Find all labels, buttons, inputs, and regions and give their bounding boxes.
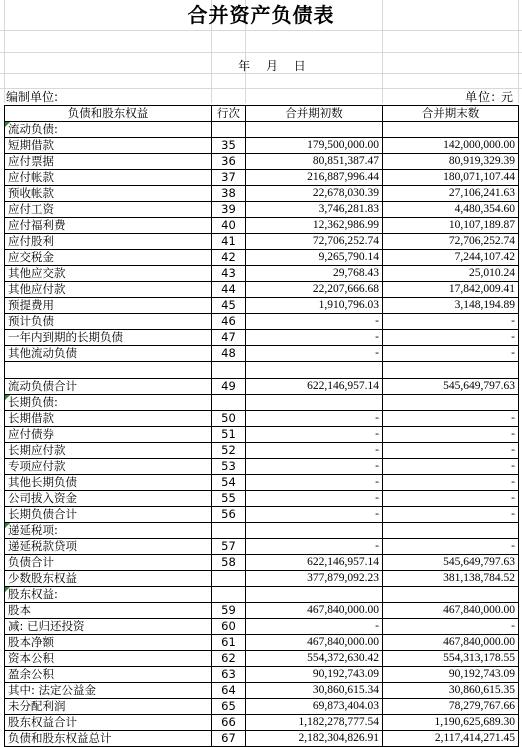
table-body xyxy=(5,122,519,747)
row-line-no[interactable]: 63 xyxy=(212,667,246,683)
gridline xyxy=(0,30,522,31)
row-line-no[interactable]: 41 xyxy=(212,234,246,250)
table-row xyxy=(5,683,519,699)
row-end-balance[interactable] xyxy=(383,395,519,411)
row-label[interactable]: 公司拔入资金 xyxy=(5,491,212,507)
row-line-no[interactable]: 48 xyxy=(212,346,246,362)
row-line-no[interactable]: 54 xyxy=(212,475,246,491)
row-end-balance[interactable]: 78,279,767.66 xyxy=(383,699,519,715)
row-begin-balance[interactable]: - xyxy=(246,459,383,475)
row-end-balance[interactable]: 381,138,784.52 xyxy=(383,571,519,587)
row-end-balance[interactable]: - xyxy=(383,443,519,459)
table-row xyxy=(5,202,519,218)
row-line-no[interactable]: 50 xyxy=(212,411,246,427)
table-row xyxy=(5,266,519,282)
row-line-no[interactable]: 46 xyxy=(212,314,246,330)
row-end-balance[interactable] xyxy=(383,523,519,539)
row-begin-balance[interactable]: 554,372,630.42 xyxy=(246,651,383,667)
table-row xyxy=(5,635,519,651)
row-begin-balance[interactable]: 12,362,986.99 xyxy=(246,218,383,234)
row-label[interactable]: 资本公积 xyxy=(5,651,212,667)
row-label[interactable]: 短期借款 xyxy=(5,138,212,154)
table-row xyxy=(5,715,519,731)
row-label[interactable]: 长期借款 xyxy=(5,411,212,427)
row-line-no[interactable] xyxy=(212,587,246,603)
row-line-no[interactable] xyxy=(212,571,246,587)
row-line-no[interactable]: 60 xyxy=(212,619,246,635)
row-end-balance[interactable]: 4,480,354.60 xyxy=(383,202,519,218)
row-line-no[interactable]: 38 xyxy=(212,186,246,202)
table-row xyxy=(5,459,519,475)
row-label[interactable]: 应付福利费 xyxy=(5,218,212,234)
row-label[interactable]: 股东权益合计 xyxy=(5,715,212,731)
table-row xyxy=(5,330,519,346)
row-line-no[interactable]: 66 xyxy=(212,715,246,731)
table-row xyxy=(5,555,519,571)
table-row xyxy=(5,699,519,715)
row-begin-balance[interactable]: - xyxy=(246,475,383,491)
row-end-balance[interactable]: 142,000,000.00 xyxy=(383,138,519,154)
table-row xyxy=(5,651,519,667)
header-item[interactable]: 负债和股东权益 xyxy=(5,106,212,122)
row-end-balance[interactable]: - xyxy=(383,491,519,507)
row-label[interactable]: 股东权益: xyxy=(5,587,212,603)
row-begin-balance[interactable] xyxy=(246,523,383,539)
table-row xyxy=(5,379,519,395)
report-date: 年 月 日 xyxy=(238,59,312,73)
row-begin-balance[interactable]: 216,887,996.44 xyxy=(246,170,383,186)
row-end-balance[interactable]: 180,071,107.44 xyxy=(383,170,519,186)
row-end-balance[interactable]: 545,649,797.63 xyxy=(383,555,519,571)
row-label[interactable]: 递延税项: xyxy=(5,523,212,539)
row-label[interactable]: 股本净额 xyxy=(5,635,212,651)
row-line-no[interactable]: 58 xyxy=(212,555,246,571)
row-line-no[interactable] xyxy=(212,362,246,379)
row-end-balance[interactable]: - xyxy=(383,619,519,635)
gridline xyxy=(0,52,522,53)
table-row xyxy=(5,282,519,298)
row-begin-balance[interactable]: - xyxy=(246,619,383,635)
row-label[interactable]: 其他长期负债 xyxy=(5,475,212,491)
row-end-balance[interactable]: 10,107,189.87 xyxy=(383,218,519,234)
table-row xyxy=(5,667,519,683)
table-row xyxy=(5,475,519,491)
table-row xyxy=(5,443,519,459)
row-label[interactable]: 应付股利 xyxy=(5,234,212,250)
row-begin-balance[interactable]: 29,768.43 xyxy=(246,266,383,282)
row-end-balance[interactable]: 30,860,615.35 xyxy=(383,683,519,699)
row-label[interactable]: 负债和股东权益总计 xyxy=(5,731,212,747)
row-line-no[interactable]: 55 xyxy=(212,491,246,507)
row-begin-balance[interactable]: - xyxy=(246,411,383,427)
row-line-no[interactable]: 53 xyxy=(212,459,246,475)
row-end-balance[interactable]: 545,649,797.63 xyxy=(383,379,519,395)
table-row xyxy=(5,731,519,747)
row-line-no[interactable]: 52 xyxy=(212,443,246,459)
row-label[interactable]: 一年内到期的长期负债 xyxy=(5,330,212,346)
row-label[interactable]: 未分配利润 xyxy=(5,699,212,715)
row-label[interactable]: 长期应付款 xyxy=(5,443,212,459)
table-row xyxy=(5,362,519,379)
header-line-no[interactable]: 行次 xyxy=(212,106,246,122)
row-line-no[interactable]: 44 xyxy=(212,282,246,298)
row-label[interactable]: 预提费用 xyxy=(5,298,212,314)
row-begin-balance[interactable] xyxy=(246,122,383,138)
row-label[interactable]: 其他流动负债 xyxy=(5,346,212,362)
row-begin-balance[interactable]: 622,146,957.14 xyxy=(246,379,383,395)
row-end-balance[interactable]: 3,148,194.89 xyxy=(383,298,519,314)
header-begin-balance[interactable]: 合并期初数 xyxy=(246,106,383,122)
compiling-unit-label: 编制单位: xyxy=(6,90,59,104)
row-label[interactable]: 专项应付款 xyxy=(5,459,212,475)
balance-sheet-table xyxy=(4,105,519,747)
row-line-no[interactable]: 62 xyxy=(212,651,246,667)
row-begin-balance[interactable]: 1,910,796.03 xyxy=(246,298,383,314)
row-label[interactable]: 流动负债: xyxy=(5,122,212,138)
row-end-balance[interactable]: - xyxy=(383,507,519,523)
row-begin-balance[interactable]: - xyxy=(246,443,383,459)
row-begin-balance[interactable]: - xyxy=(246,539,383,555)
row-label[interactable]: 预计负债 xyxy=(5,314,212,330)
row-end-balance[interactable]: 467,840,000.00 xyxy=(383,635,519,651)
row-begin-balance[interactable]: 3,746,281.83 xyxy=(246,202,383,218)
row-begin-balance[interactable]: 467,840,000.00 xyxy=(246,635,383,651)
row-label[interactable]: 股本 xyxy=(5,603,212,619)
row-begin-balance[interactable]: 22,678,030.39 xyxy=(246,186,383,202)
row-end-balance[interactable]: - xyxy=(383,411,519,427)
row-end-balance[interactable]: - xyxy=(383,539,519,555)
table-row xyxy=(5,539,519,555)
row-label[interactable]: 长期负债: xyxy=(5,395,212,411)
row-label[interactable]: 递延税款贷项 xyxy=(5,539,212,555)
table-row xyxy=(5,587,519,603)
table-row xyxy=(5,619,519,635)
row-line-no[interactable] xyxy=(212,122,246,138)
table-row xyxy=(5,298,519,314)
table-header-row xyxy=(5,106,519,122)
table-row xyxy=(5,314,519,330)
row-begin-balance[interactable]: 80,851,387.47 xyxy=(246,154,383,170)
table-row xyxy=(5,234,519,250)
row-line-no[interactable]: 36 xyxy=(212,154,246,170)
table-row xyxy=(5,170,519,186)
row-end-balance[interactable]: 7,244,107.42 xyxy=(383,250,519,266)
row-begin-balance[interactable] xyxy=(246,587,383,603)
table-row xyxy=(5,571,519,587)
header-end-balance[interactable]: 合并期末数 xyxy=(383,106,519,122)
row-label[interactable]: 应付帐款 xyxy=(5,170,212,186)
row-begin-balance[interactable]: - xyxy=(246,507,383,523)
table-row xyxy=(5,122,519,138)
row-begin-balance[interactable] xyxy=(246,395,383,411)
row-begin-balance[interactable]: - xyxy=(246,330,383,346)
row-end-balance[interactable]: 2,117,414,271.45 xyxy=(383,731,519,747)
row-label[interactable]: 应付票据 xyxy=(5,154,212,170)
row-begin-balance[interactable]: - xyxy=(246,346,383,362)
row-line-no[interactable] xyxy=(212,523,246,539)
row-line-no[interactable]: 45 xyxy=(212,298,246,314)
row-line-no[interactable]: 67 xyxy=(212,731,246,747)
row-begin-balance[interactable]: 90,192,743.09 xyxy=(246,667,383,683)
row-line-no[interactable]: 65 xyxy=(212,699,246,715)
row-end-balance[interactable]: - xyxy=(383,427,519,443)
row-line-no[interactable]: 51 xyxy=(212,427,246,443)
row-end-balance[interactable]: - xyxy=(383,330,519,346)
gridline xyxy=(0,88,522,89)
table-row xyxy=(5,186,519,202)
row-line-no[interactable]: 64 xyxy=(212,683,246,699)
row-begin-balance[interactable]: 2,182,304,826.91 xyxy=(246,731,383,747)
row-end-balance[interactable]: - xyxy=(383,346,519,362)
row-end-balance[interactable]: 554,313,178.55 xyxy=(383,651,519,667)
row-begin-balance[interactable]: 179,500,000.00 xyxy=(246,138,383,154)
row-begin-balance[interactable] xyxy=(246,362,383,379)
table-row xyxy=(5,491,519,507)
row-begin-balance[interactable]: 69,873,404.03 xyxy=(246,699,383,715)
table-row xyxy=(5,603,519,619)
page-title: 合并资产负债表 xyxy=(187,3,335,27)
row-line-no[interactable]: 56 xyxy=(212,507,246,523)
row-label[interactable]: 盈余公积 xyxy=(5,667,212,683)
row-end-balance[interactable] xyxy=(383,122,519,138)
row-begin-balance[interactable]: 30,860,615.34 xyxy=(246,683,383,699)
table-row xyxy=(5,411,519,427)
table-row xyxy=(5,523,519,539)
row-line-no[interactable]: 35 xyxy=(212,138,246,154)
row-line-no[interactable]: 42 xyxy=(212,250,246,266)
row-begin-balance[interactable]: - xyxy=(246,314,383,330)
row-label[interactable] xyxy=(5,362,212,379)
row-line-no[interactable] xyxy=(212,395,246,411)
table-row xyxy=(5,346,519,362)
row-line-no[interactable]: 47 xyxy=(212,330,246,346)
row-label[interactable]: 其他应付款 xyxy=(5,282,212,298)
row-label[interactable]: 长期负债合计 xyxy=(5,507,212,523)
currency-unit-label: 单位: 元 xyxy=(465,90,514,104)
table-row xyxy=(5,507,519,523)
row-end-balance[interactable]: 27,106,241.63 xyxy=(383,186,519,202)
row-label[interactable]: 流动负债合计 xyxy=(5,379,212,395)
row-begin-balance[interactable]: - xyxy=(246,491,383,507)
row-begin-balance[interactable]: 1,182,278,777.54 xyxy=(246,715,383,731)
table-row xyxy=(5,218,519,234)
table-row xyxy=(5,138,519,154)
row-label[interactable]: 应付工资 xyxy=(5,202,212,218)
row-end-balance[interactable]: - xyxy=(383,314,519,330)
row-end-balance[interactable] xyxy=(383,587,519,603)
row-label[interactable]: 负债合计 xyxy=(5,555,212,571)
row-begin-balance[interactable]: 467,840,000.00 xyxy=(246,603,383,619)
row-label[interactable]: 其他应交款 xyxy=(5,266,212,282)
row-end-balance[interactable]: 1,190,625,689.30 xyxy=(383,715,519,731)
row-line-no[interactable]: 59 xyxy=(212,603,246,619)
row-line-no[interactable]: 43 xyxy=(212,266,246,282)
row-line-no[interactable]: 49 xyxy=(212,379,246,395)
row-line-no[interactable]: 37 xyxy=(212,170,246,186)
table-row xyxy=(5,250,519,266)
row-line-no[interactable]: 57 xyxy=(212,539,246,555)
row-label[interactable]: 少数股东权益 xyxy=(5,571,212,587)
table-row xyxy=(5,427,519,443)
row-begin-balance[interactable]: 9,265,790.14 xyxy=(246,250,383,266)
row-end-balance[interactable]: 17,842,009.41 xyxy=(383,282,519,298)
row-label[interactable]: 减: 已归还投资 xyxy=(5,619,212,635)
row-line-no[interactable]: 61 xyxy=(212,635,246,651)
row-end-balance[interactable]: 90,192,743.09 xyxy=(383,667,519,683)
row-begin-balance[interactable]: 22,207,666.68 xyxy=(246,282,383,298)
table-row xyxy=(5,395,519,411)
row-label[interactable]: 其中: 法定公益金 xyxy=(5,683,212,699)
row-end-balance[interactable]: - xyxy=(383,475,519,491)
row-line-no[interactable]: 39 xyxy=(212,202,246,218)
row-end-balance[interactable]: 72,706,252.74 xyxy=(383,234,519,250)
row-begin-balance[interactable]: 622,146,957.14 xyxy=(246,555,383,571)
row-label[interactable]: 预收帐款 xyxy=(5,186,212,202)
row-end-balance[interactable]: - xyxy=(383,459,519,475)
row-begin-balance[interactable]: 377,879,092.23 xyxy=(246,571,383,587)
row-begin-balance[interactable]: 72,706,252.74 xyxy=(246,234,383,250)
row-end-balance[interactable]: 80,919,329.39 xyxy=(383,154,519,170)
row-end-balance[interactable]: 25,010.24 xyxy=(383,266,519,282)
table-row xyxy=(5,154,519,170)
row-label[interactable]: 应交税金 xyxy=(5,250,212,266)
row-begin-balance[interactable]: - xyxy=(246,427,383,443)
row-line-no[interactable]: 40 xyxy=(212,218,246,234)
row-label[interactable]: 应付债券 xyxy=(5,427,212,443)
row-end-balance[interactable] xyxy=(383,362,519,379)
row-end-balance[interactable]: 467,840,000.00 xyxy=(383,603,519,619)
